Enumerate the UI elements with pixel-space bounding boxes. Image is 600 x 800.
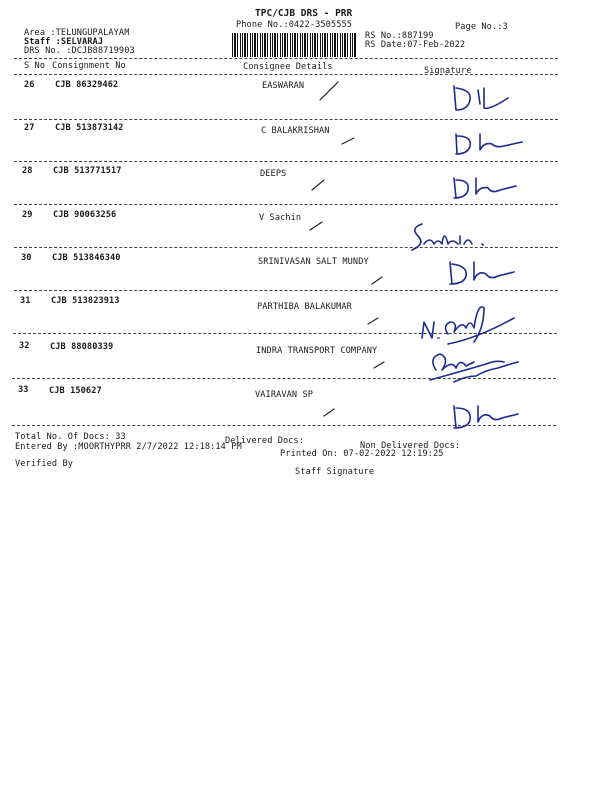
header-divider bbox=[14, 58, 558, 59]
column-header-consignment: Consignment No bbox=[52, 61, 126, 71]
delivery-tick-mark bbox=[366, 314, 382, 328]
column-header-signature: Signature bbox=[424, 66, 472, 76]
handwritten-signature bbox=[446, 256, 526, 288]
row-consignee: PARTHIBA BALAKUMAR bbox=[257, 302, 352, 312]
page-number: Page No.:3 bbox=[455, 22, 508, 32]
row-consignment: CJB 88080339 bbox=[50, 342, 114, 352]
row-consignment: CJB 513771517 bbox=[53, 166, 122, 176]
row-consignment: CJB 513873142 bbox=[55, 123, 124, 133]
row-sno: 29 bbox=[22, 210, 33, 220]
row-sno: 26 bbox=[24, 80, 35, 90]
entered-by: Entered By :MOORTHYPRR 2/7/2022 12:18:14 PM bbox=[15, 442, 242, 452]
delivery-tick-mark bbox=[340, 134, 360, 148]
delivery-tick-mark bbox=[322, 404, 338, 420]
row-consignment: CJB 513823913 bbox=[51, 296, 120, 306]
delivered-docs: Delivered Docs: bbox=[225, 436, 305, 446]
delivery-tick-mark bbox=[308, 218, 328, 234]
staff-signature: Staff Signature bbox=[295, 467, 375, 477]
delivery-tick-mark bbox=[372, 358, 388, 372]
rs-date: RS Date:07-Feb-2022 bbox=[365, 40, 466, 50]
row-consignee: VAIRAVAN SP bbox=[255, 390, 314, 400]
row-consignee: V Sachin bbox=[259, 213, 302, 223]
row-consignee: EASWARAN bbox=[262, 81, 305, 91]
row-sno: 33 bbox=[18, 385, 29, 395]
handwritten-signature bbox=[450, 398, 530, 432]
row-divider bbox=[14, 119, 558, 120]
row-sno: 28 bbox=[22, 166, 33, 176]
drs-number: DRS No. :DCJB88719903 bbox=[24, 46, 135, 56]
document-title: TPC/CJB DRS - PRR bbox=[255, 8, 353, 19]
area-label: Area :TELUNGUPALAYAM bbox=[24, 28, 130, 38]
row-consignment: CJB 513846340 bbox=[52, 253, 121, 263]
column-header-sno: S No bbox=[24, 61, 46, 71]
handwritten-signature bbox=[450, 172, 530, 202]
phone-number: Phone No.:0422-3505555 bbox=[236, 20, 353, 30]
row-sno: 31 bbox=[20, 296, 31, 306]
row-divider bbox=[14, 290, 558, 291]
row-divider bbox=[14, 161, 558, 162]
delivery-tick-mark bbox=[370, 272, 386, 288]
barcode-image bbox=[232, 33, 356, 57]
rs-number: RS No.:887199 bbox=[365, 31, 434, 41]
handwritten-signature bbox=[408, 216, 498, 256]
row-consignee: SRINIVASAN SALT MUNDY bbox=[258, 257, 369, 267]
printed-on: Printed On: 07-02-2022 12:19:25 bbox=[280, 449, 444, 459]
row-sno: 27 bbox=[24, 123, 35, 133]
row-consignment: CJB 86329462 bbox=[55, 80, 119, 90]
row-divider bbox=[14, 204, 558, 205]
handwritten-signature bbox=[450, 80, 530, 116]
delivery-tick-mark bbox=[310, 176, 330, 196]
row-consignee: DEEPS bbox=[260, 169, 287, 179]
non-delivered-docs: Non Delivered Docs: bbox=[360, 441, 461, 451]
column-header-divider bbox=[14, 74, 558, 75]
handwritten-signature bbox=[426, 340, 536, 390]
handwritten-signature bbox=[452, 128, 532, 158]
row-sno: 30 bbox=[21, 253, 32, 263]
delivery-tick-mark bbox=[318, 78, 348, 104]
row-consignee: C BALAKRISHAN bbox=[261, 126, 330, 136]
total-docs: Total No. Of Docs: 33 bbox=[15, 432, 126, 442]
row-consignment: CJB 150627 bbox=[49, 386, 102, 396]
verified-by: Verified By bbox=[15, 459, 74, 469]
staff-label: Staff :SELVARAJ bbox=[24, 37, 104, 47]
row-consignment: CJB 90063256 bbox=[53, 210, 117, 220]
row-consignee: INDRA TRANSPORT COMPANY bbox=[256, 346, 378, 356]
row-sno: 32 bbox=[19, 341, 30, 351]
column-header-consignee: Consignee Details bbox=[243, 62, 333, 72]
